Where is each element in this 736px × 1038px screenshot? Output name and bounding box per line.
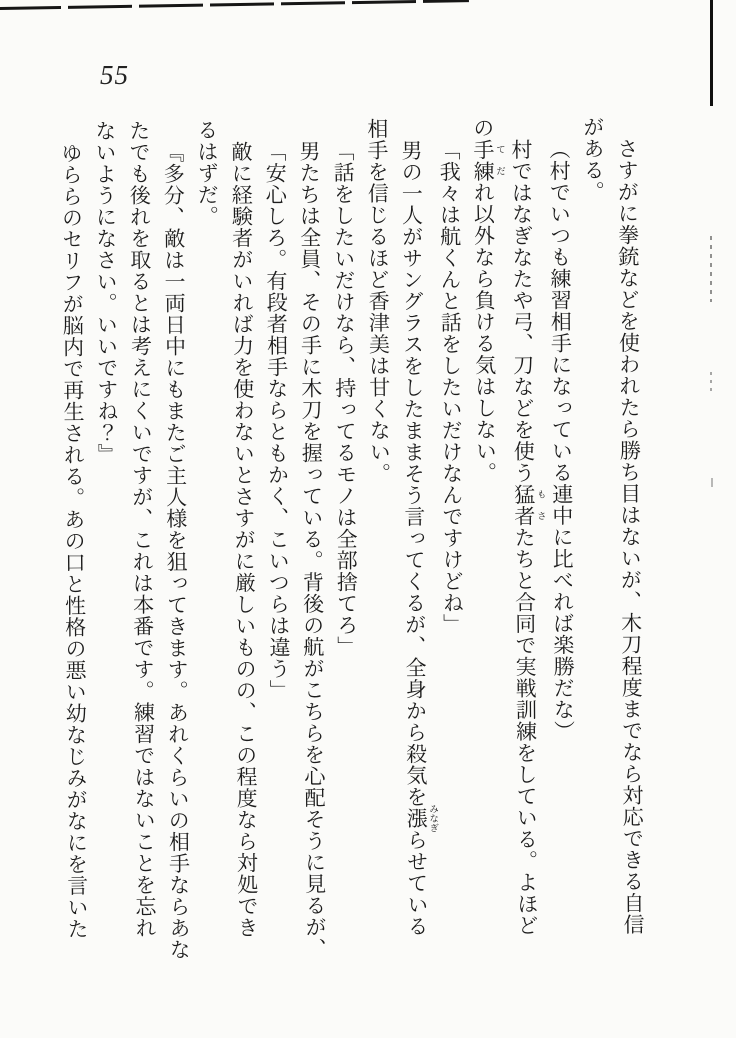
text-column-2: がある。 xyxy=(580,116,606,203)
text-column-11: 「安心しろ。有段者相手ならともかく、こいつらは違う」 xyxy=(262,140,292,701)
text-column-5: の手練てだれ以外なら負ける気はしない。 xyxy=(470,116,505,484)
text-column-12: 敵に経験者がいれば力を使わないとさすがに厳しいものの、この程度なら対処でき xyxy=(228,140,260,939)
text-column-14: 『多分、敵は一両日中にもまたご主人様を狙ってきます。あれくらいの相手ならあな xyxy=(160,141,192,961)
text-column-9: 「話をしたいだけなら、持ってるモノは全部捨てろ」 xyxy=(330,139,359,658)
page-number: 55 xyxy=(100,60,129,90)
text-column-1: さすがに拳銃などを使われたら勝ち目はないが、木刀程度までなら対応できる自信 xyxy=(614,137,646,936)
furigana-term: 手練てだ xyxy=(470,138,505,182)
text-area xyxy=(54,116,651,961)
text-column-15: たでも後れを取るとは考えにくいですが、これは本番です。練習ではないことを忘れ xyxy=(126,119,158,939)
text-column-6: 「我々は航くんと話をしたいだけなんですけどね」 xyxy=(436,139,465,635)
text-column-4: 村ではなぎなたや弓、刀などを使う猛者もさたちと合同で実戦訓練をしている。よほど xyxy=(508,138,545,937)
text-column-13: るはずだ。 xyxy=(194,119,220,227)
scan-artifact-right-dots xyxy=(710,372,712,394)
text-column-8: 相手を信じるほど香津美は甘くない。 xyxy=(364,117,392,485)
text-column-7: 男の一人がサングラスをしたままそう言ってくるが、全身から殺気を漲みなぎらせている xyxy=(398,139,438,937)
scan-artifact-right-dots xyxy=(710,236,712,302)
text-column-16: ないようになさい。いいですね？』 xyxy=(92,119,120,465)
text-column-10: 男たちは全員、その手に木刀を握っている。背後の航がこちらを心配そうに見るが、 xyxy=(296,140,328,960)
text-column-3: （村でいつも練習相手になっている連中に比べれば楽勝だな） xyxy=(546,138,576,742)
scan-artifact-right-dots xyxy=(711,478,713,487)
text-column-17: ゆららのセリフが脳内で再生される。あの口と性格の悪い幼なじみがなにを言いた xyxy=(58,142,90,940)
furigana-term: 猛者もさ xyxy=(511,483,545,527)
scan-artifact-right-edge xyxy=(710,0,713,106)
scan-artifact-top-edge xyxy=(0,0,469,10)
furigana-term: 漲みなぎ xyxy=(404,803,438,833)
